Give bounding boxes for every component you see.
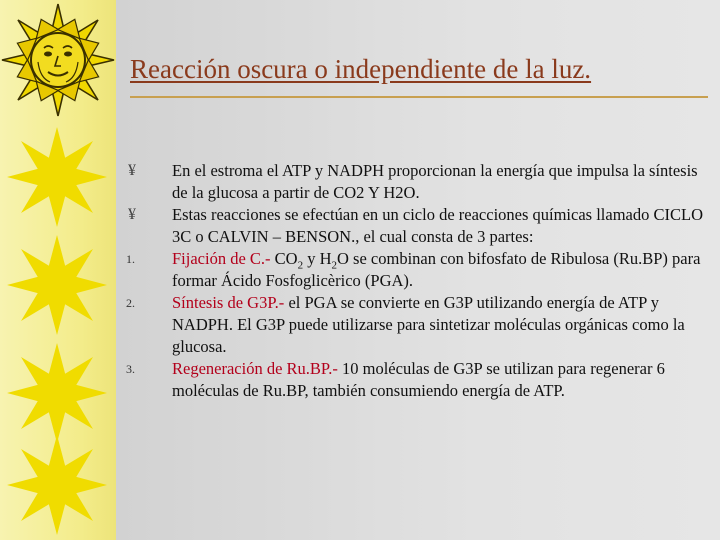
item-text: y H <box>303 249 332 268</box>
number-marker: 3. <box>126 362 135 376</box>
list-item <box>118 248 708 292</box>
item-text: CO <box>270 249 298 268</box>
list-item <box>118 292 708 358</box>
list-item <box>118 160 708 204</box>
content-list <box>118 160 708 402</box>
item-text: 10 moléculas de G3P se utilizan para regenerar 6 moléculas de Ru.BP, también consumiendo energía de ATP. <box>172 359 665 400</box>
bullet-marker: ¥ <box>128 162 136 179</box>
number-marker: 1. <box>126 252 135 266</box>
item-heading: Fijación de C.- <box>172 249 271 268</box>
decorative-sidebar <box>0 0 116 540</box>
title-divider <box>130 96 708 98</box>
item-text: Estas reacciones se efectúan en un ciclo de reacciones químicas llamado CICLO 3C o CALVIN – BENSON., el cual consta de 3 partes: <box>172 205 703 246</box>
list-item <box>118 204 708 248</box>
bullet-marker: ¥ <box>128 206 136 223</box>
slide-title: Reacción oscura o independiente de la luz. <box>130 54 592 84</box>
subscript: 2 <box>297 259 304 272</box>
item-heading: Regeneración de Ru.BP.- <box>172 359 338 378</box>
sun-icon <box>2 122 112 232</box>
sun-icon <box>2 230 112 340</box>
subscript: 2 <box>331 259 337 272</box>
sun-icon <box>2 430 112 540</box>
item-text: O se combinan con bifosfato de Ribulosa (Ru.BP) para formar Ácido Fosfoglicèrico (PGA). <box>172 249 701 290</box>
item-heading: Síntesis de G3P.- <box>172 293 285 312</box>
list-item <box>118 358 708 402</box>
item-text: En el estroma el ATP y NADPH proporcionan la energía que impulsa la síntesis de la glucosa a partir de CO2 Y H2O. <box>172 161 698 202</box>
sun-face-icon <box>0 2 116 120</box>
number-marker: 2. <box>126 296 135 310</box>
item-text: el PGA se convierte en G3P utilizando energía de ATP y NADPH. El G3P puede utilizarse para sintetizar moléculas orgánicas como la glucosa. <box>172 293 685 356</box>
